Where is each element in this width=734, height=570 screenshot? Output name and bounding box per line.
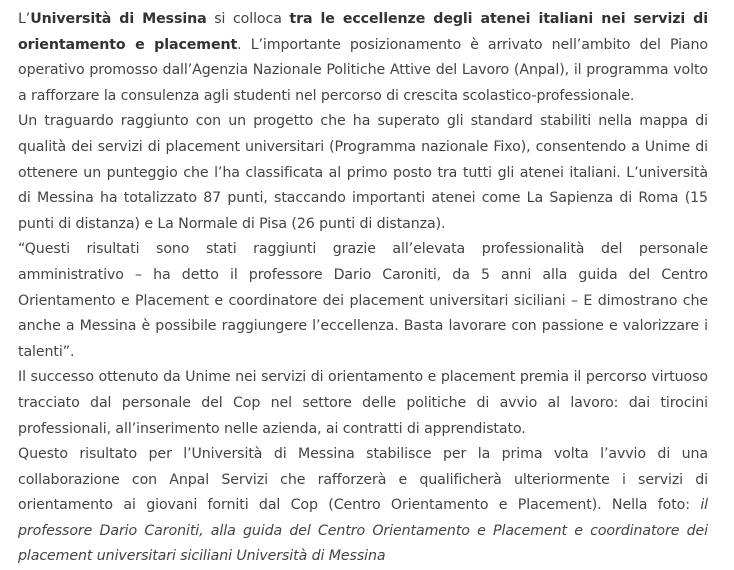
paragraph-collaboration <box>18 442 708 570</box>
paragraph-intro <box>18 7 708 109</box>
text-segment: Il successo ottenuto da Unime nei servizi di orientamento e placement premia il percorso virtuoso tracciato dal personale del Cop nel settore delle politiche di avvio al lavoro: dai tirocini professionali, all’inserimento nelle azienda, ai contratti di apprendistato. <box>18 369 708 437</box>
university-name: Università di Messina <box>30 11 207 27</box>
text-segment: . L’importante posizionamento è arrivato nell’ambito del Piano operativo promosso dall’Agenzia Nazionale Politiche Attive del Lavoro (Anpal), il programma volto a rafforzare la consulenza agli studenti nel percorso di crescita scolastico-professionale. <box>18 36 708 104</box>
article-body <box>18 7 708 570</box>
paragraph-ranking <box>18 109 708 237</box>
text-segment: Questo risultato per l’Università di Messina stabilisce per la prima volta l’avvio di una collaborazione con Anpal Servizi che rafforzerà e qualificherà ulteriormente i servizi di orientamento ai giovani forniti dal Cop (Centro Orientamento e Placement). Nella foto: <box>18 446 708 514</box>
text-segment: “Questi risultati sono stati raggiunti grazie all’elevata professionalità del personale amministrativo – ha detto il professore Dario Caroniti, da 5 anni alla guida del Centro Orientamento e Placement e coordinatore dei placement universitari siciliani – E dimostrano che anche a Messina è possibile raggiungere l’eccellenza. Basta lavorare con passione e valorizzare i talenti”. <box>18 241 708 360</box>
text-segment: L’ <box>18 11 31 27</box>
excellence-highlight: tra le eccellenze degli atenei italiani nei servizi di orientamento e placement <box>18 11 708 53</box>
text-segment: Un traguardo raggiunto con un progetto che ha superato gli standard stabiliti nella mappa di qualità dei servizi di placement universitari (Programma nazionale Fixo), consentendo a Unime di ottenere un punteggio che l’ha classificata al primo posto tra tutti gli atenei italiani. L’università di Messina ha totalizzato 87 punti, staccando importanti atenei come La Sapienza di Roma (15 punti di distanza) e La Normale di Pisa (26 punti di distanza). <box>18 113 708 232</box>
photo-caption: il professore Dario Caroniti, alla guida del Centro Orientamento e Placement e coordinatore dei placement universitari siciliani Università di Messina <box>18 497 708 565</box>
paragraph-success <box>18 365 708 442</box>
text-segment: si colloca <box>206 11 290 27</box>
paragraph-quote <box>18 237 708 365</box>
